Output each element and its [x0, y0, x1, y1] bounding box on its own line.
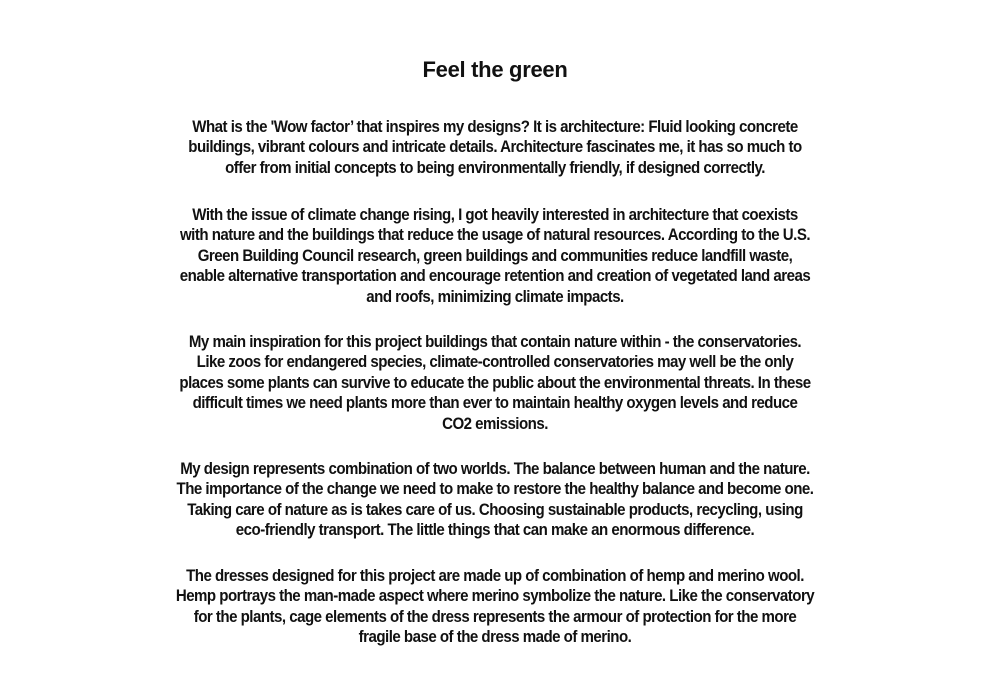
text-line: offer from initial concepts to being environmentally friendly, if designed correctly.	[225, 158, 765, 177]
text-line: The importance of the change we need to make to restore the healthy balance and become one.	[176, 480, 814, 499]
text-line: and roofs, minimizing climate impacts.	[366, 287, 624, 306]
text-line: for the plants, cage elements of the dress represents the armour of protection for the more	[193, 607, 797, 626]
text-line: places some plants can survive to educate the public about the environmental threats. In these	[179, 373, 811, 392]
text-line: Hemp portrays the man-made aspect where merino symbolize the nature. Like the conservatory	[175, 587, 815, 606]
paragraph-design-balance	[35, 459, 956, 541]
paragraph-wow-factor	[35, 117, 956, 178]
paragraph-conservatories	[35, 332, 956, 434]
text-line: enable alternative transportation and encourage retention and creation of vegetated land areas	[179, 267, 811, 286]
text-line: With the issue of climate change rising, I got heavily interested in architecture that coexists	[192, 206, 798, 224]
text-line: buildings, vibrant colours and intricate details. Architecture fascinates me, it has so much to	[188, 138, 802, 157]
text-line: My design represents combination of two worlds. The balance between human and the nature.	[180, 460, 810, 478]
paragraph-dresses	[35, 566, 956, 648]
text-line: My main inspiration for this project buildings that contain nature within - the conservatories.	[188, 333, 802, 351]
text-line: What is the 'Wow factor’ that inspires my designs? It is architecture: Fluid looking concrete	[192, 118, 798, 136]
text-line: eco-friendly transport. The little things that can make an enormous difference.	[235, 521, 755, 540]
paragraph-climate-change	[35, 205, 956, 307]
text-line: with nature and the buildings that reduce the usage of natural resources. According to the U.S.	[179, 226, 811, 245]
text-line: CO2 emissions.	[442, 414, 548, 433]
text-line: Like zoos for endangered species, climate-controlled conservatories may well be the only	[196, 353, 794, 372]
page-title: Feel the green	[422, 57, 568, 82]
text-line: difficult times we need plants more than ever to maintain healthy oxygen levels and reduce	[192, 394, 798, 413]
text-line: Taking care of nature as is takes care of us. Choosing sustainable products, recycling, using	[187, 500, 803, 519]
text-line: Green Building Council research, green buildings and communities reduce landfill waste,	[197, 246, 793, 265]
text-line: fragile base of the dress made of merino.	[358, 628, 632, 647]
text-line: The dresses designed for this project are made up of combination of hemp and merino wool.	[186, 567, 804, 585]
